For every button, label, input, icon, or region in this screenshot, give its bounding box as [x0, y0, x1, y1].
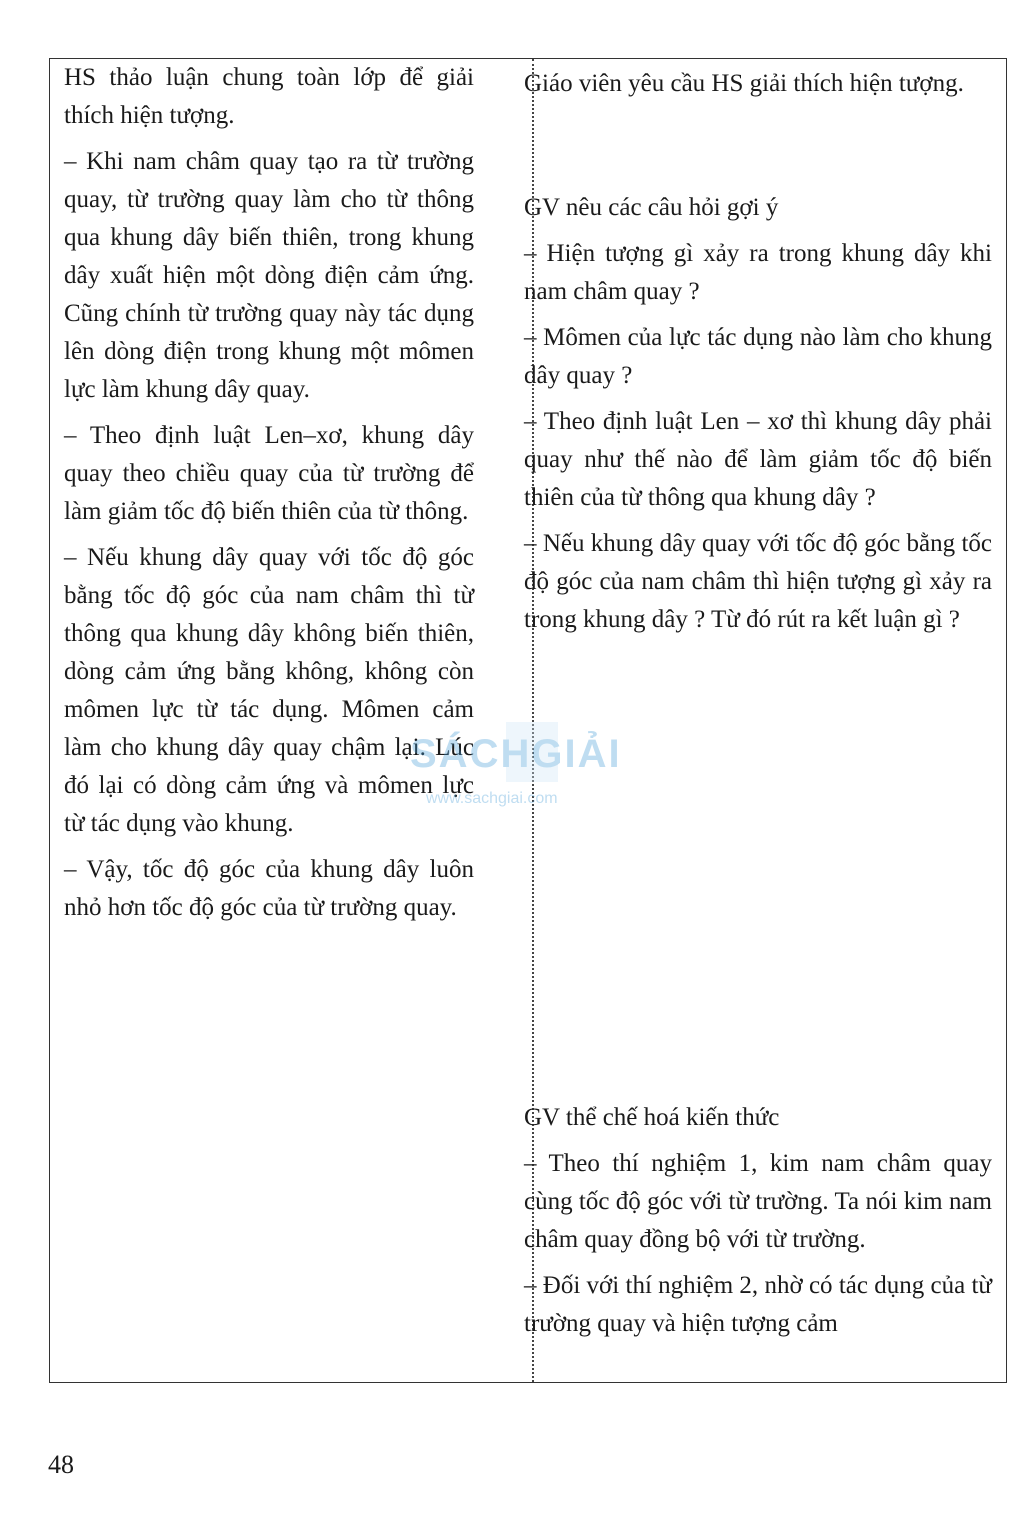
left-paragraph: – Khi nam châm quay tạo ra từ trường quay, từ trường quay làm cho từ thông qua khung dây biến thiên, trong khung dây xuất hiện một dòng điện cảm ứng. Cũng chính từ trường quay này tác dụng lên dòng điện trong khung một mômen lực làm khung dây quay. [64, 148, 474, 403]
right-paragraph: Giáo viên yêu cầu HS giải thích hiện tượng. [524, 70, 964, 97]
watermark-url: www.sachgiai.com [426, 790, 558, 807]
right-paragraph: – Theo thí nghiệm 1, kim nam châm quay cùng tốc độ góc với từ trường. Ta nói kim nam châm quay đồng bộ với từ trường. [524, 1150, 992, 1253]
guiding-questions-block [524, 189, 992, 647]
watermark-brand: SÁCHGIẢI [410, 732, 622, 776]
left-paragraph: – Nếu khung dây quay với tốc độ góc bằng tốc độ góc của nam châm thì từ thông qua khung dây không biến thiên, dòng cảm ứng bằng không, không còn mômen lực từ tác dụng. Mômen cảm làm cho khung dây quay chậm lại. Lúc đó lại có dòng cảm ứng và mômen lực từ tác dụng vào khung. [64, 544, 474, 837]
right-paragraph: – Đối với thí nghiệm 2, nhờ có tác dụng của từ trường quay và hiện tượng cảm [524, 1272, 992, 1337]
right-paragraph: – Hiện tượng gì xảy ra trong khung dây khi nam châm quay ? [524, 240, 992, 305]
left-paragraph: – Theo định luật Len–xơ, khung dây quay theo chiều quay của từ trường để làm giảm tốc độ biến thiên của từ thông. [64, 422, 474, 525]
right-paragraph: – Theo định luật Len – xơ thì khung dây phải quay như thế nào để làm giảm tốc độ biến thiên của từ thông qua khung dây ? [524, 408, 992, 511]
watermark-logo [410, 722, 622, 817]
page-number: 48 [48, 1450, 74, 1479]
right-paragraph: GV thể chế hoá kiến thức [524, 1104, 780, 1131]
right-paragraph: – Mômen của lực tác dụng nào làm cho khung dây quay ? [524, 324, 992, 389]
left-paragraph: HS thảo luận chung toàn lớp để giải thích hiện tượng. [64, 64, 474, 129]
right-paragraph: – Nếu khung dây quay với tốc độ góc bằng tốc độ góc của nam châm thì hiện tượng gì xảy ra trong khung dây ? Từ đó rút ra kết luận gì ? [524, 530, 992, 633]
left-paragraph: – Vậy, tốc độ góc của khung dây luôn nhỏ hơn tốc độ góc của từ trường quay. [64, 856, 474, 921]
lesson-table [49, 58, 1007, 1383]
teacher-request-block [524, 65, 992, 111]
knowledge-summary-block [524, 1099, 992, 1351]
right-paragraph: GV nêu các câu hỏi gợi ý [524, 194, 779, 221]
